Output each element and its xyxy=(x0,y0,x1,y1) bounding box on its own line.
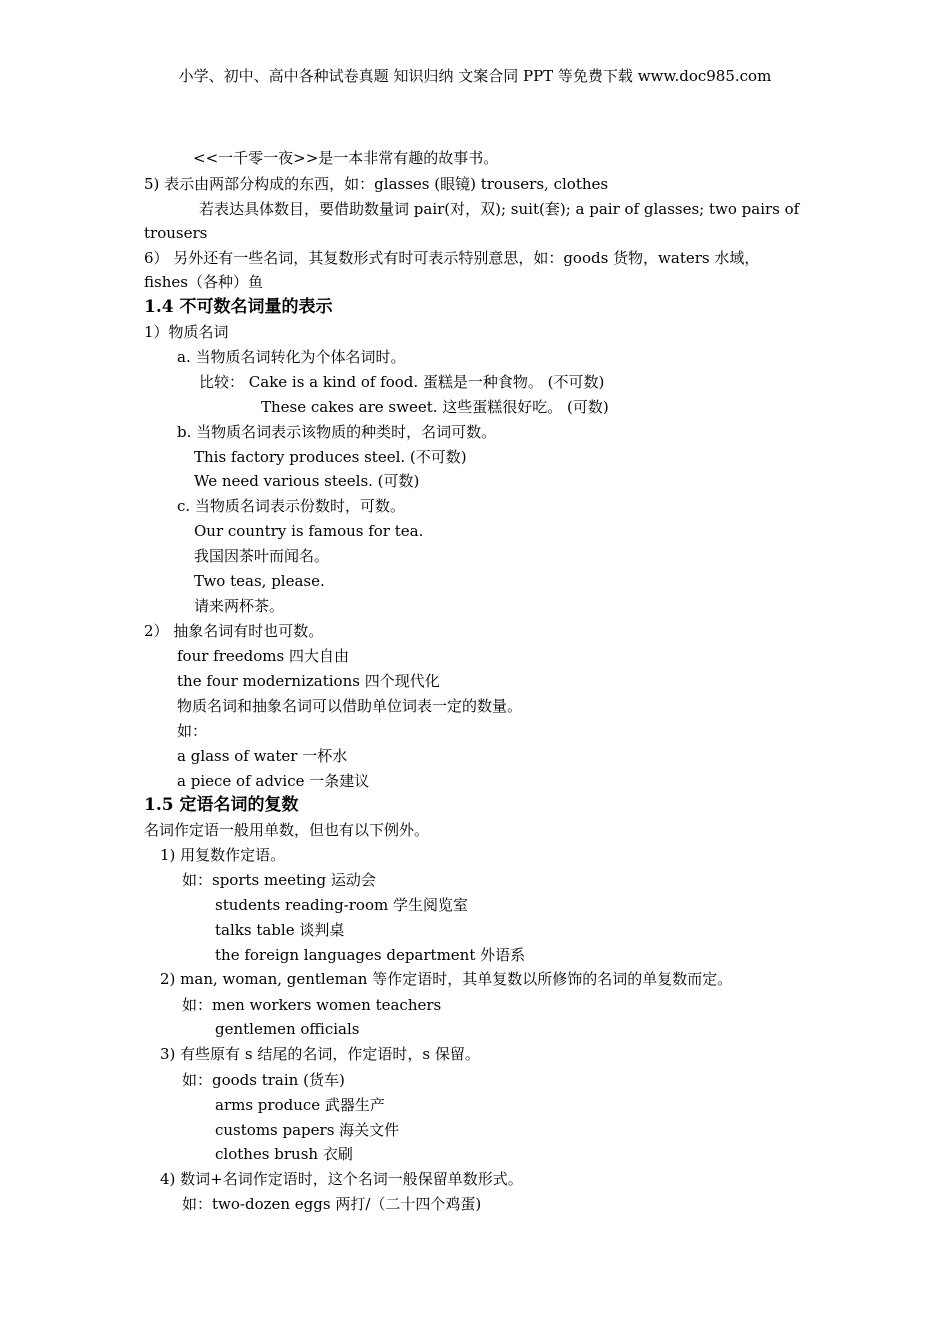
text-line: a glass of water 一杯水 xyxy=(177,747,348,765)
text-line: 名词作定语一般用单数，但也有以下例外。 xyxy=(144,821,430,839)
text-line: clothes brush 衣刷 xyxy=(215,1145,353,1163)
text-line: 如：goods train (货车) xyxy=(182,1071,345,1089)
text-line: talks table 谈判桌 xyxy=(215,921,345,939)
text-line: four freedoms 四大自由 xyxy=(177,647,349,665)
text-line: 如：sports meeting 运动会 xyxy=(182,871,376,889)
text-line: c. 当物质名词表示份数时，可数。 xyxy=(177,497,405,515)
text-line: 1）物质名词 xyxy=(144,323,229,341)
text-line: 3) 有些原有 s 结尾的名词，作定语时，s 保留。 xyxy=(160,1045,480,1063)
text-line: 请来两杯茶。 xyxy=(194,597,285,615)
text-line: 我国因茶叶而闻名。 xyxy=(194,547,330,565)
text-line: b. 当物质名词表示该物质的种类时，名词可数。 xyxy=(177,423,497,441)
text-line: 若表达具体数目，要借助数量词 pair(对，双); suit(套); a pair of glasses; two pairs of xyxy=(199,200,800,218)
text-line: <<一千零一夜>>是一本非常有趣的故事书。 xyxy=(193,149,499,167)
text-line: the foreign languages department 外语系 xyxy=(215,946,526,964)
text-line: This factory produces steel. (不可数) xyxy=(194,448,467,466)
text-line: 如： xyxy=(177,722,208,740)
text-line: students reading-room 学生阅览室 xyxy=(215,896,468,914)
text-line: fishes（各种）鱼 xyxy=(144,273,263,291)
text-line: a. 当物质名词转化为个体名词时。 xyxy=(177,348,406,366)
text-line: 2） 抽象名词有时也可数。 xyxy=(144,622,324,640)
text-line: customs papers 海关文件 xyxy=(215,1121,400,1139)
text-line: Our country is famous for tea. xyxy=(194,522,424,540)
text-line: 4) 数词+名词作定语时，这个名词一般保留单数形式。 xyxy=(160,1170,523,1188)
section-heading: 1.5 定语名词的复数 xyxy=(144,795,299,815)
text-line: gentlemen officials xyxy=(215,1020,360,1038)
text-line: 5) 表示由两部分构成的东西，如：glasses (眼镜) trousers, clothes xyxy=(144,175,609,193)
text-line: 如：two-dozen eggs 两打/（二十四个鸡蛋) xyxy=(182,1195,482,1213)
text-line: 如：men workers women teachers xyxy=(182,996,442,1014)
text-line: 6） 另外还有一些名词，其复数形式有时可表示特别意思，如：goods 货物，waters 水域， xyxy=(144,249,760,267)
text-line: a piece of advice 一条建议 xyxy=(177,772,370,790)
text-line: Two teas, please. xyxy=(194,572,325,590)
section-heading: 1.4 不可数名词量的表示 xyxy=(144,297,333,317)
text-line: arms produce 武器生产 xyxy=(215,1096,385,1114)
page-header: 小学、初中、高中各种试卷真题 知识归纳 文案合同 PPT 等免费下载 www.doc985.com xyxy=(178,67,772,85)
text-line: 1) 用复数作定语。 xyxy=(160,846,286,864)
text-line: 比较： Cake is a kind of food. 蛋糕是一种食物。 (不可数) xyxy=(199,373,605,391)
text-line: We need various steels. (可数) xyxy=(194,472,420,490)
text-line: 物质名词和抽象名词可以借助单位词表一定的数量。 xyxy=(177,697,523,715)
text-line: 2) man, woman, gentleman 等作定语时，其单复数以所修饰的名词的单复数而定。 xyxy=(160,970,733,988)
text-line: trousers xyxy=(144,224,208,242)
text-line: These cakes are sweet. 这些蛋糕很好吃。 (可数) xyxy=(261,398,609,416)
text-line: the four modernizations 四个现代化 xyxy=(177,672,440,690)
